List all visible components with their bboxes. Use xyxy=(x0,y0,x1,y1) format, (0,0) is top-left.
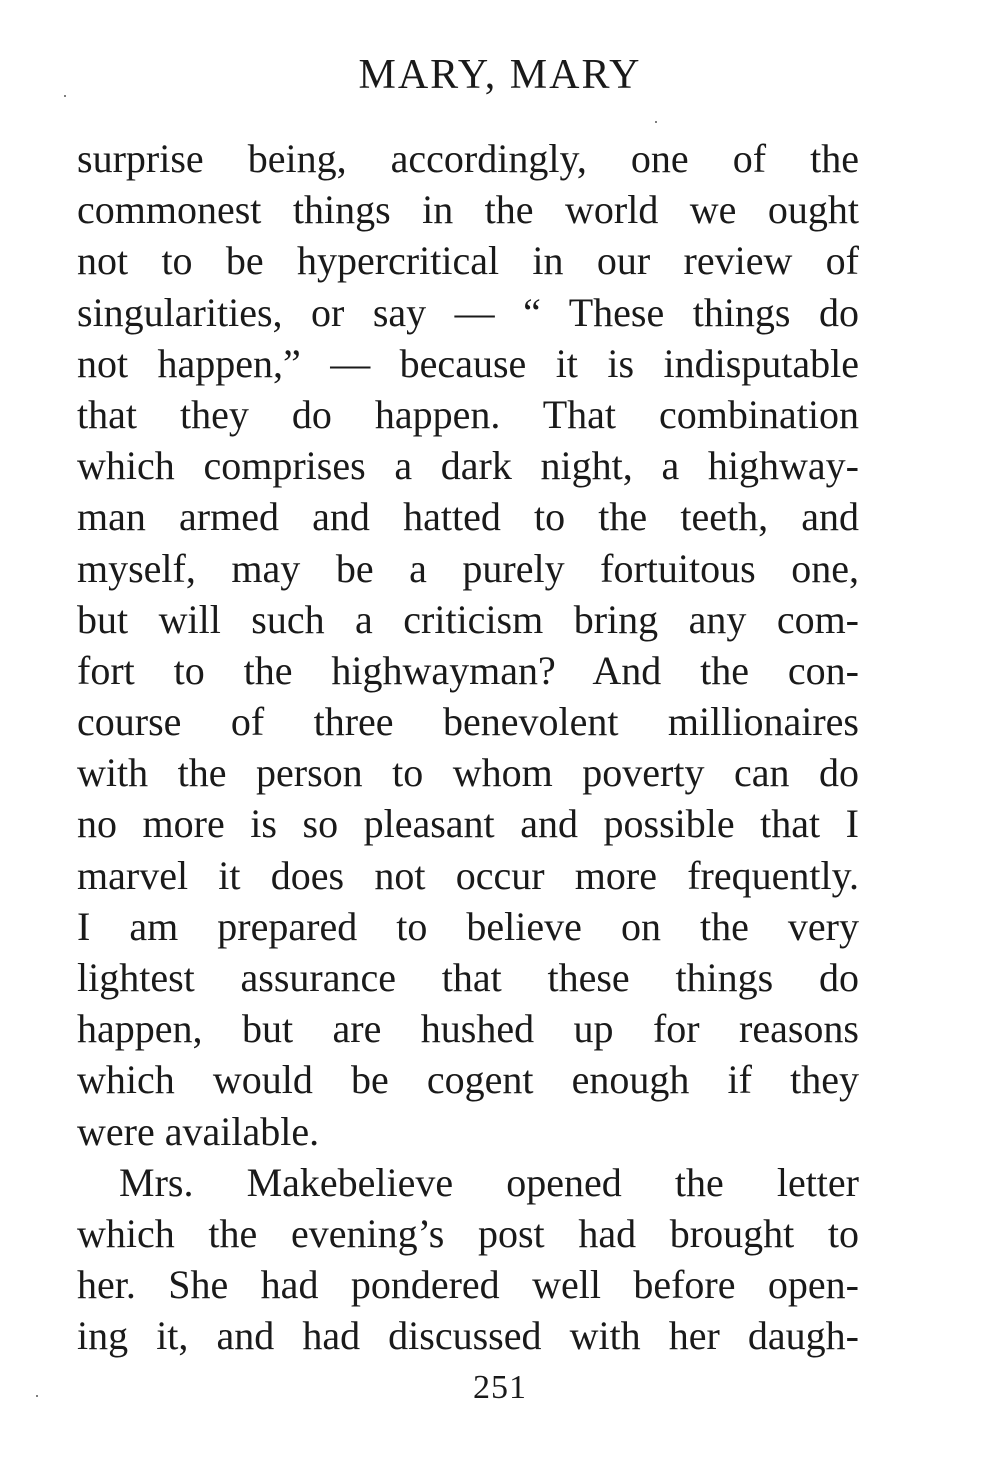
print-speck xyxy=(64,95,66,97)
running-head: MARY, MARY xyxy=(358,52,642,98)
text-line: man armed and hatted to the teeth, and xyxy=(77,494,859,540)
page-number: 251 xyxy=(473,1369,527,1406)
text-line: ing it, and had discussed with her daugh- xyxy=(77,1313,859,1359)
print-speck xyxy=(655,121,657,123)
text-line: not to be hypercritical in our review of xyxy=(77,238,859,284)
text-line: happen, but are hushed up for reasons xyxy=(77,1006,859,1052)
text-line: her. She had pondered well before open- xyxy=(77,1262,859,1308)
text-line: but will such a criticism bring any com- xyxy=(77,596,859,642)
text-line: Mrs. Makebelieve opened the letter xyxy=(119,1159,859,1205)
text-line: not happen,” — because it is indisputable xyxy=(77,340,859,386)
text-line: singularities, or say — “ These things do xyxy=(77,289,859,335)
text-line: I am prepared to believe on the very xyxy=(77,903,859,949)
text-line: myself, may be a purely fortuitous one, xyxy=(77,545,859,591)
text-line: which the evening’s post had brought to xyxy=(77,1210,859,1256)
body-text xyxy=(77,133,859,1362)
text-line: which would be cogent enough if they xyxy=(77,1057,859,1103)
text-line: no more is so pleasant and possible that I xyxy=(77,801,859,847)
text-line: course of three benevolent millionaires xyxy=(77,699,859,745)
text-line: which comprises a dark night, a highway- xyxy=(77,443,859,489)
text-line: were available. xyxy=(77,1108,320,1154)
text-line: with the person to whom poverty can do xyxy=(77,750,859,796)
text-line: lightest assurance that these things do xyxy=(77,955,859,1000)
print-speck xyxy=(36,1395,38,1397)
text-line: fort to the highwayman? And the con- xyxy=(77,647,859,693)
text-line: commonest things in the world we ought xyxy=(77,187,859,233)
text-line: surprise being, accordingly, one of the xyxy=(77,136,859,181)
text-line: that they do happen. That combination xyxy=(77,391,859,437)
text-line: marvel it does not occur more frequently. xyxy=(77,852,859,898)
